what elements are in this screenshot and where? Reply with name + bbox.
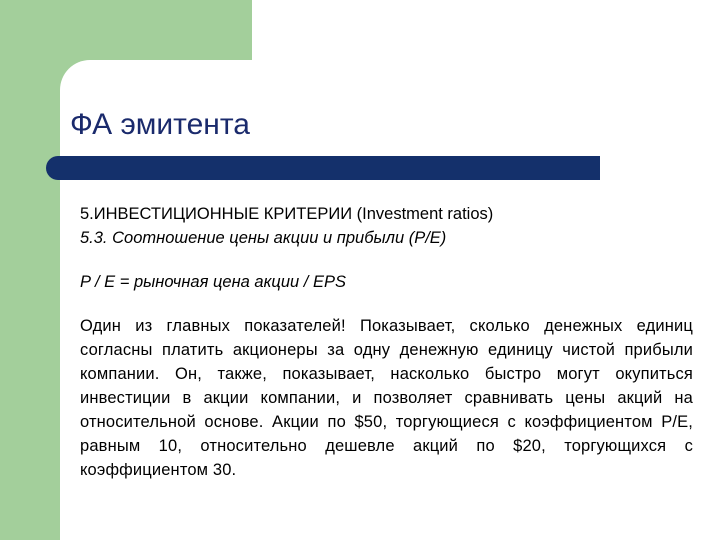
slide-title: ФА эмитента (70, 108, 250, 141)
subsection-heading: 5.3. Соотношение цены акции и прибыли (P/E) (80, 229, 447, 247)
slide-body (80, 202, 693, 482)
description-paragraph: Один из главных показателей! Показывает, сколько денежных единиц согласны платить акционеры за одну денежную единицу чистой прибыли компании. Он, также, показывает, насколько быстро могут окупиться инвестиции в акции компании, и позволяет сравнивать цены акций на относительной основе. Акции по $50, торгующиеся с коэффициентом P/E, равным 10, относительно дешевле акций по $20, торгующихся с коэффициентом 30. (80, 317, 693, 479)
pe-formula: P / E = рыночная цена акции / EPS (80, 273, 346, 291)
section-heading: 5.ИНВЕСТИЦИОННЫЕ КРИТЕРИИ (Investment ratios) (80, 205, 494, 223)
decorative-green-strip (0, 0, 60, 540)
title-underline-bar (46, 156, 600, 180)
